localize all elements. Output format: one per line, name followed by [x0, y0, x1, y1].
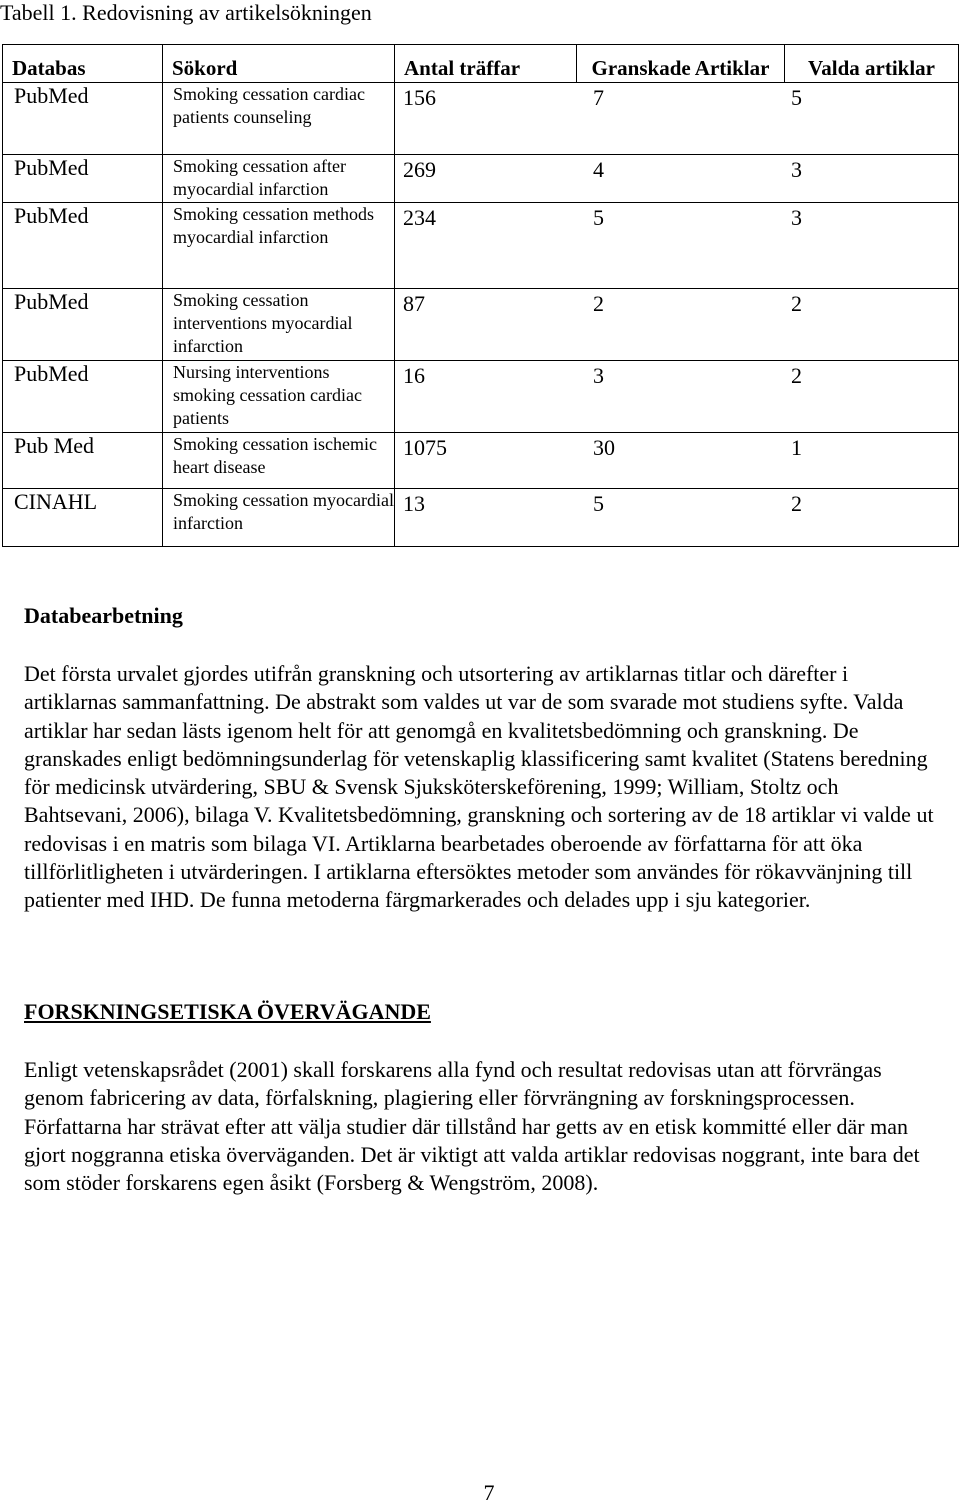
cell-numbers [395, 433, 959, 489]
page-number: 7 [483, 1480, 495, 1505]
cell-reviewed: 3 [593, 363, 604, 388]
search-results-table [2, 44, 959, 547]
cell-reviewed: 4 [593, 157, 604, 182]
cell-database: PubMed [3, 203, 163, 289]
cell-numbers [395, 289, 959, 361]
cell-selected: 3 [791, 205, 802, 230]
cell-numbers [395, 203, 959, 289]
cell-hits: 1075 [403, 435, 447, 460]
table-row [3, 489, 959, 547]
cell-database: PubMed [3, 155, 163, 203]
cell-hits: 234 [403, 205, 436, 230]
databearbetning-paragraph: Det första urvalet gjordes utifrån granskning och utsortering av artiklarnas titlar och därefter i artiklarnas sammanfattning. De abstrakt som valdes ut var de som svarade mot studiens syfte. Valda artiklar har sedan lästs igenom helt för att genomgå en kvalitetsbedömning och granskning. De granskades enligt bedömningsunderlag för vetenskaplig klassificering samt kvalitet (Statens beredning för medicinsk utvärdering, SBU & Svensk Sjuksköterskeförening, 1999; William, Stoltz och Bahtsevani, 2006), bilaga V. Kvalitetsbedömning, granskning och sortering av de 18 artiklar vi valde ut redovisas i en matris som bilaga VI. Artiklarna bearbetades oberoende av författarna för att öka tillförlitligheten i utvärderingen. I artiklarna eftersöktes metoder som användes för rökavvänjning till patienter med IHD. De funna metoderna färgmarkerades och delades upp i sju kategorier. [24, 661, 934, 913]
table-caption: Tabell 1. Redovisning av artikelsökningen [0, 0, 372, 25]
table-header-row [3, 45, 959, 83]
cell-hits: 16 [403, 363, 425, 388]
cell-hits: 87 [403, 291, 425, 316]
cell-keywords: Smoking cessation methods myocardial infarction [163, 203, 395, 289]
cell-numbers [395, 361, 959, 433]
header-sokord: Sökord [163, 45, 395, 83]
cell-selected: 2 [791, 363, 802, 388]
cell-reviewed: 7 [593, 85, 604, 110]
cell-reviewed: 2 [593, 291, 604, 316]
cell-keywords: Smoking cessation myocardial infarction [163, 489, 395, 547]
cell-database: CINAHL [3, 489, 163, 547]
cell-database: PubMed [3, 361, 163, 433]
table-row [3, 289, 959, 361]
cell-keywords: Smoking cessation ischemic heart disease [163, 433, 395, 489]
cell-selected: 3 [791, 157, 802, 182]
cell-selected: 2 [791, 491, 802, 516]
cell-keywords: Smoking cessation after myocardial infarction [163, 155, 395, 203]
table-row [3, 433, 959, 489]
cell-selected: 2 [791, 291, 802, 316]
table-row [3, 361, 959, 433]
cell-hits: 269 [403, 157, 436, 182]
header-databas: Databas [3, 45, 163, 83]
databearbetning-heading: Databearbetning [24, 603, 183, 628]
header-granskade: Granskade Artiklar [577, 45, 785, 83]
cell-keywords: Smoking cessation cardiac patients counseling [163, 83, 395, 155]
cell-hits: 156 [403, 85, 436, 110]
cell-reviewed: 30 [593, 435, 615, 460]
cell-numbers [395, 155, 959, 203]
header-antal: Antal träffar [395, 45, 577, 83]
ethics-paragraph: Enligt vetenskapsrådet (2001) skall forskarens alla fynd och resultat redovisas utan att förvrängas genom fabricering av data, förfalskning, plagiering eller förvrängning av forskningsprocessen. Författarna har strävat efter att välja studier där tillstånd har getts av en etisk kommitté eller där man gjort noggranna etiska överväganden. Det är viktigt att valda artiklar redovisas noggrant, inte bara det som stöder forskarens egen åsikt (Forsberg & Wengström, 2008). [24, 1057, 920, 1196]
cell-reviewed: 5 [593, 491, 604, 516]
cell-selected: 5 [791, 85, 802, 110]
table-row [3, 155, 959, 203]
cell-numbers [395, 83, 959, 155]
cell-keywords: Nursing interventions smoking cessation cardiac patients [163, 361, 395, 433]
table-row [3, 83, 959, 155]
cell-database: PubMed [3, 289, 163, 361]
cell-database: Pub Med [3, 433, 163, 489]
cell-numbers [395, 489, 959, 547]
ethics-heading: FORSKNINGSETISKA ÖVERVÄGANDE [24, 999, 431, 1024]
cell-keywords: Smoking cessation interventions myocardial infarction [163, 289, 395, 361]
header-valda: Valda artiklar [785, 45, 959, 83]
cell-reviewed: 5 [593, 205, 604, 230]
cell-hits: 13 [403, 491, 425, 516]
cell-database: PubMed [3, 83, 163, 155]
table-row [3, 203, 959, 289]
cell-selected: 1 [791, 435, 802, 460]
